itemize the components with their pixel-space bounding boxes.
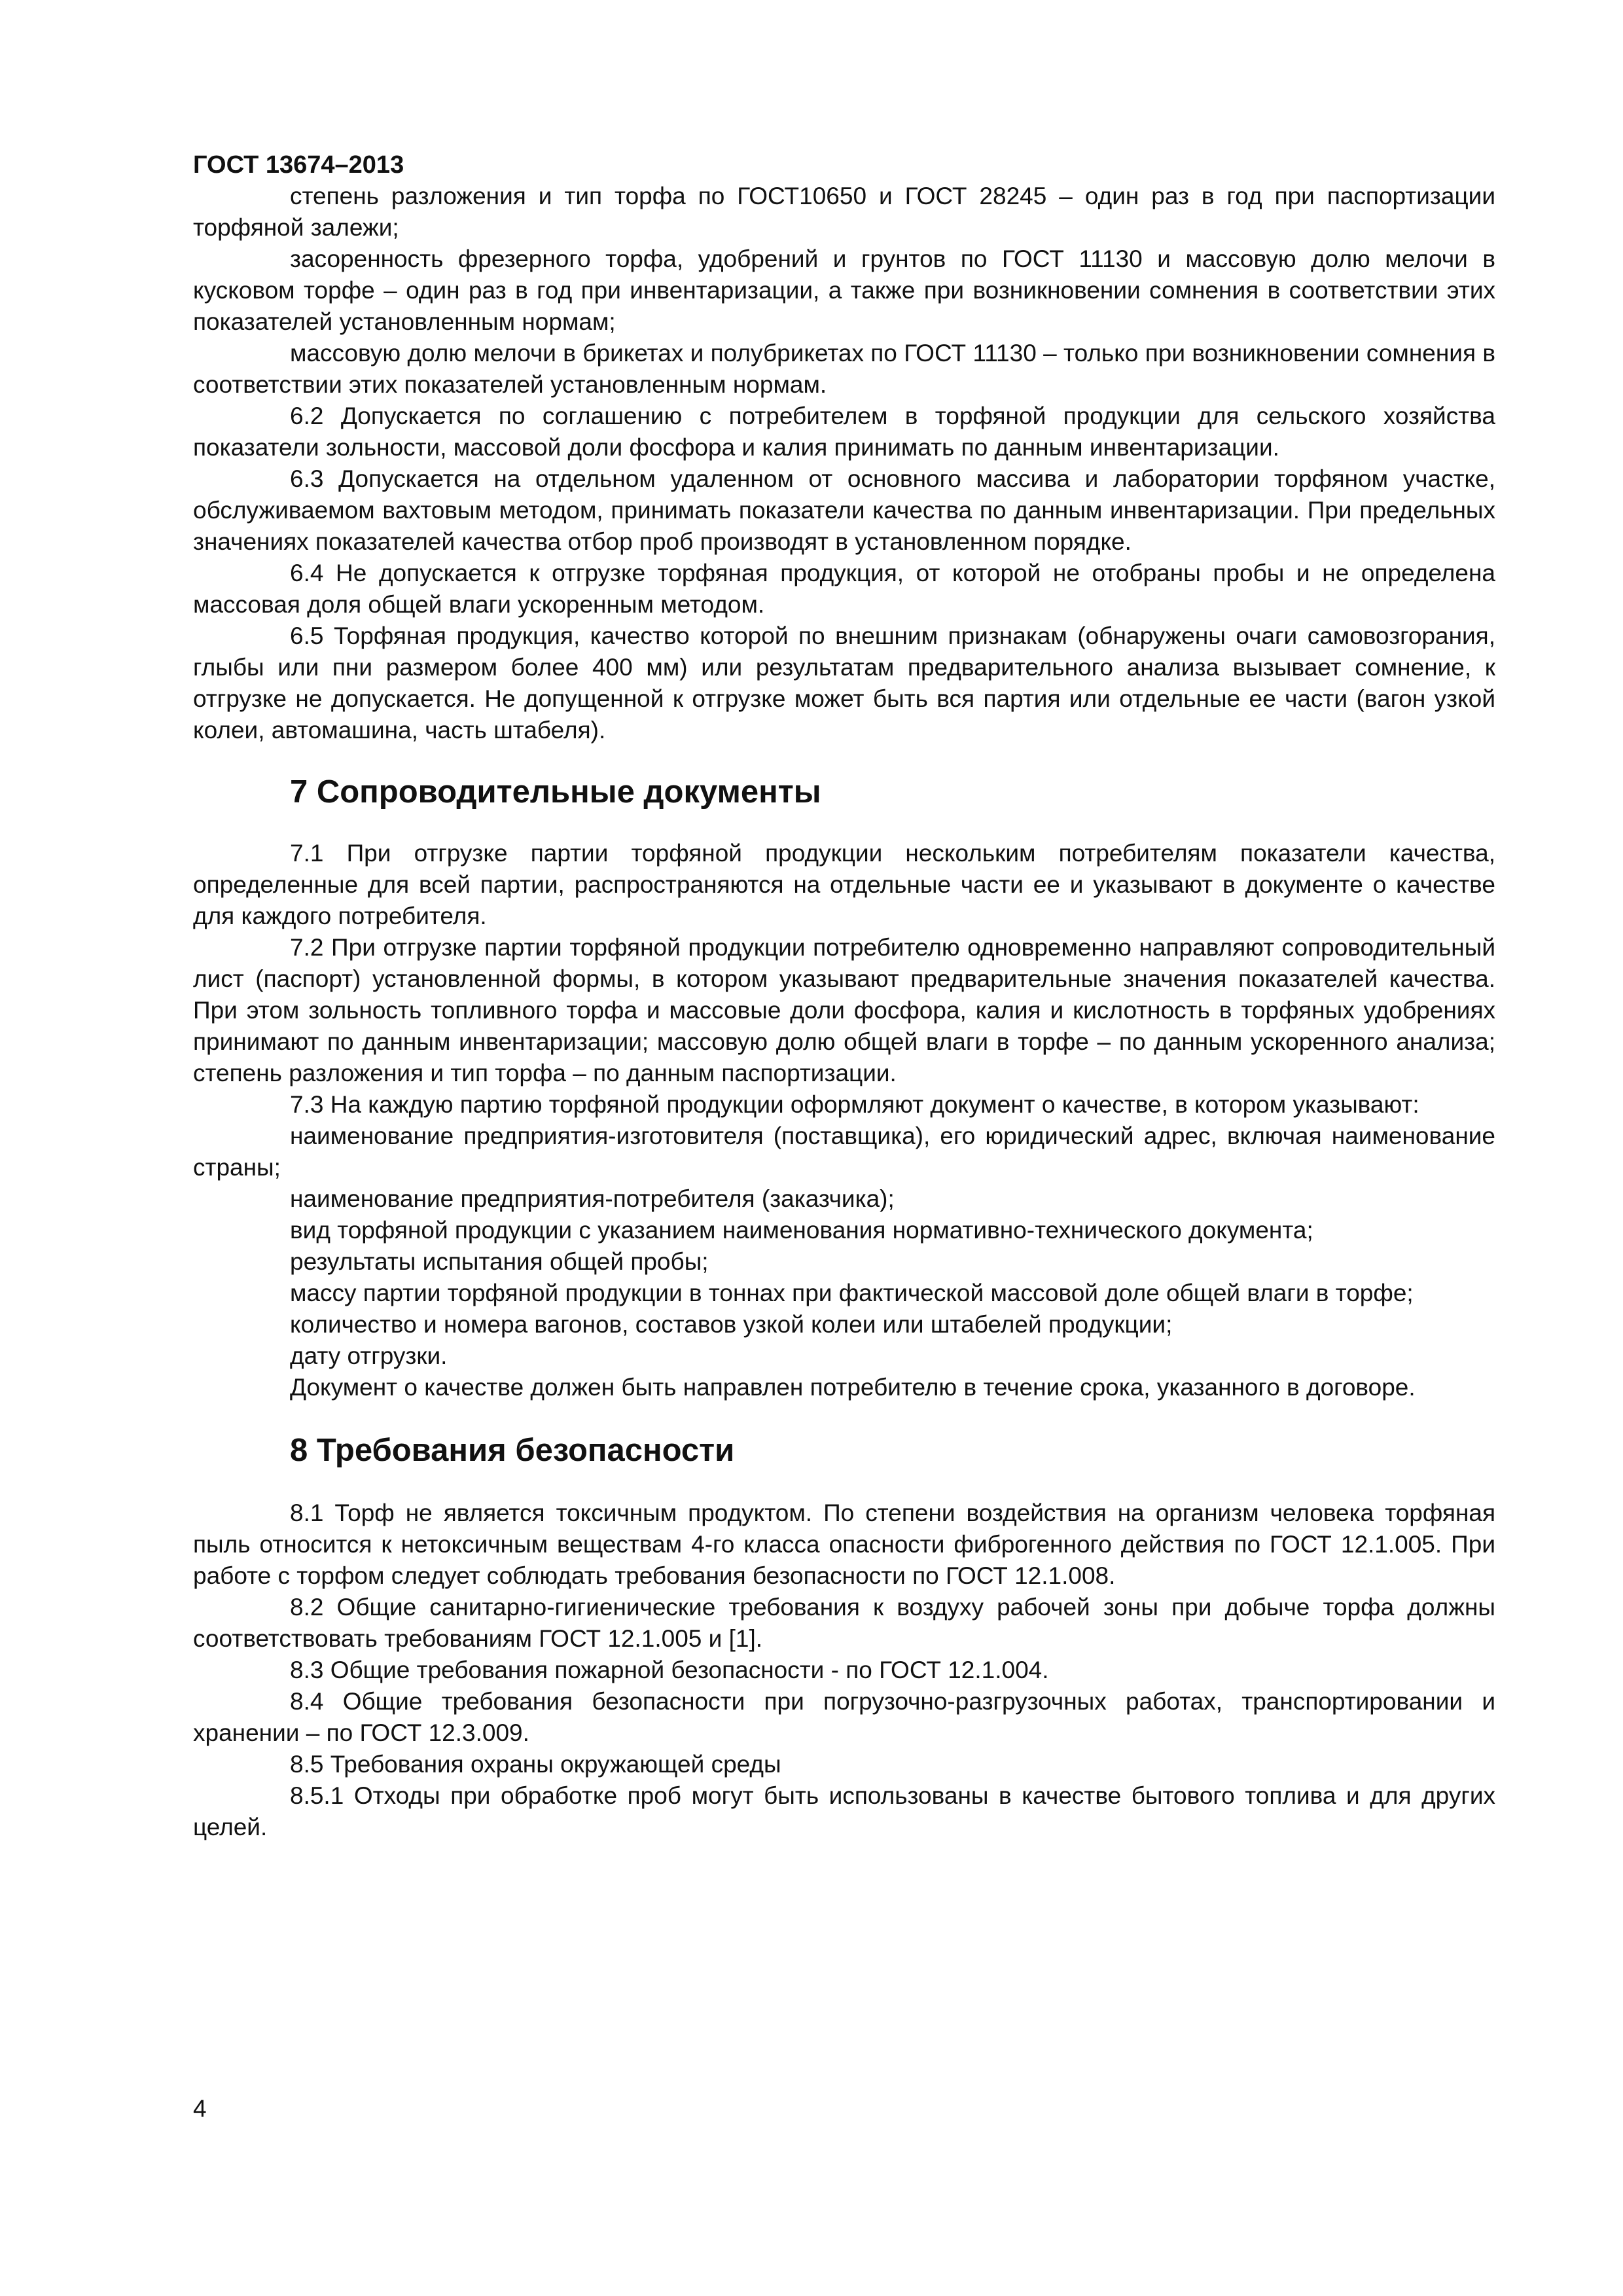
list-item: дату отгрузки. (290, 1342, 448, 1369)
paragraph-7-closing: Документ о качестве должен быть направлен потребителю в течение срока, указанного в договоре. (290, 1374, 1416, 1401)
list-item: количество и номера вагонов, составов узкой колеи или штабелей продукции; (290, 1311, 1173, 1338)
document-code: ГОСТ 13674–2013 (193, 151, 404, 179)
paragraph-6-3: 6.3 Допускается на отдельном удаленном от основного массива и лаборатории торфяном участке, обслуживаемом вахтовым методом, принимать показатели качества по данным инвентаризации. При предельных значениях показателей качества отбор проб производят в установленном порядке. (193, 465, 1495, 555)
section-8-heading: 8 Требования безопасности (290, 1433, 735, 1468)
paragraph-7-2: 7.2 При отгрузке партии торфяной продукции потребителю одновременно направляют сопроводительный лист (паспорт) установленной формы, в котором указывают предварительные значения показателей качества. При этом зольность топливного торфа и массовые доли фосфора, калия и кислотность в торфяных удобрениях принимают по данным инвентаризации; массовую долю общей влаги в торфе – по данным ускоренного анализа; степень разложения и тип торфа – по данным паспортизации. (193, 934, 1495, 1086)
paragraph-contamination: засоренность фрезерного торфа, удобрений и грунтов по ГОСТ 11130 и массовую долю мелочи в кусковом торфе – один раз в год при инвентаризации, а также при возникновении сомнения в соответствии этих показателей установленным нормам; (193, 245, 1495, 335)
list-item: вид торфяной продукции с указанием наименования нормативно-технического документа; (290, 1217, 1313, 1244)
list-item: наименование предприятия-изготовителя (поставщика), его юридический адрес, включая наименование страны; (193, 1122, 1495, 1181)
section-7-heading: 7 Сопроводительные документы (290, 774, 821, 810)
paragraph-6-5: 6.5 Торфяная продукция, качество которой по внешним признакам (обнаружены очаги самовозгорания, глыбы или пни размером более 400 мм) или результатам предварительного анализа вызывает сомнение, к отгрузке не допускается. Не допущенной к отгрузке может быть вся партия или отдельные ее части (вагон узкой колеи, автомашина, часть штабеля). (193, 622, 1495, 744)
page-number: 4 (193, 2095, 207, 2122)
paragraph-7-1: 7.1 При отгрузке партии торфяной продукции нескольким потребителям показатели качества, определенные для всей партии, распространяются на отдельные части ее и указывают в документе о качестве для каждого потребителя. (193, 840, 1495, 929)
document-page (193, 149, 1495, 1843)
paragraph-8-1: 8.1 Торф не является токсичным продуктом. По степени воздействия на организм человека торфяная пыль относится к нетоксичным веществам 4-го класса опасности фиброгенного действия по ГОСТ 12.1.005. При работе с торфом следует соблюдать требования безопасности по ГОСТ 12.1.008. (193, 1499, 1495, 1589)
list-item: наименование предприятия-потребителя (заказчика); (290, 1185, 895, 1212)
paragraph-8-4: 8.4 Общие требования безопасности при погрузочно-разгрузочных работах, транспортировании и хранении – по ГОСТ 12.3.009. (193, 1688, 1495, 1746)
paragraph-6-4: 6.4 Не допускается к отгрузке торфяная продукция, от которой не отобраны пробы и не определена массовая доля общей влаги ускоренным методом. (193, 560, 1495, 618)
paragraph-6-2: 6.2 Допускается по соглашению с потребителем в торфяной продукции для сельского хозяйства показатели зольности, массовой доли фосфора и калия принимать по данным инвентаризации. (193, 403, 1495, 461)
paragraph-7-3: 7.3 На каждую партию торфяной продукции оформляют документ о качестве, в котором указывают: (290, 1091, 1419, 1118)
paragraph-8-3: 8.3 Общие требования пожарной безопасности - по ГОСТ 12.1.004. (290, 1657, 1049, 1683)
list-item: результаты испытания общей пробы; (290, 1248, 709, 1275)
paragraph-8-5-1: 8.5.1 Отходы при обработке проб могут быть использованы в качестве бытового топлива и для других целей. (193, 1782, 1495, 1840)
paragraph-8-2: 8.2 Общие санитарно-гигиенические требования к воздуху рабочей зоны при добыче торфа должны соответствовать требованиям ГОСТ 12.1.005 и [1]. (193, 1594, 1495, 1652)
list-item: массу партии торфяной продукции в тоннах при фактической массовой доле общей влаги в торфе; (290, 1280, 1414, 1306)
paragraph-8-5: 8.5 Требования охраны окружающей среды (290, 1751, 781, 1778)
paragraph-fines-briquettes: массовую долю мелочи в брикетах и полубрикетах по ГОСТ 11130 – только при возникновении сомнения в соответствии этих показателей установленным нормам. (193, 340, 1495, 398)
paragraph-decomposition: степень разложения и тип торфа по ГОСТ10650 и ГОСТ 28245 – один раз в год при паспортизации торфяной залежи; (193, 183, 1495, 241)
